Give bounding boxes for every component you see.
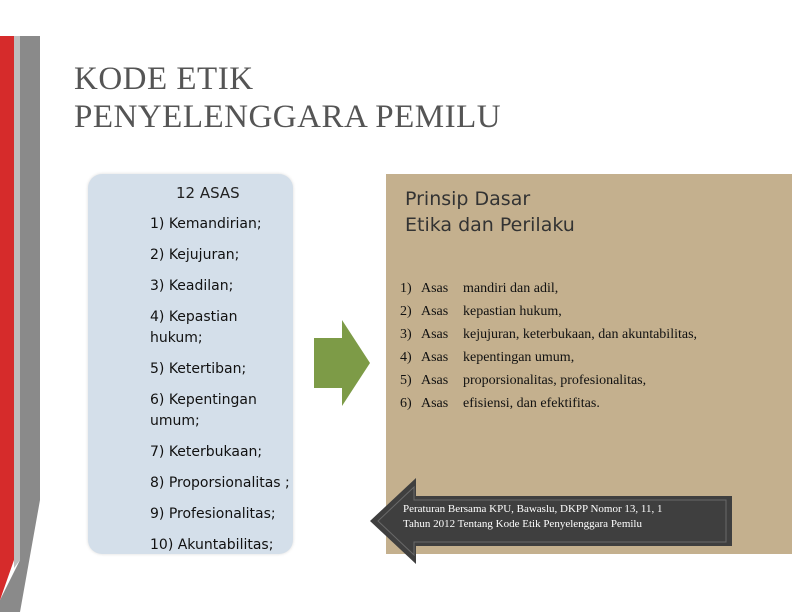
asas-item: 9) Profesionalitas; bbox=[150, 506, 276, 522]
asas-heading: 12 ASAS bbox=[176, 184, 240, 202]
prinsip-item-number: 1) bbox=[400, 281, 412, 296]
asas-item: 8) Proporsionalitas ; bbox=[150, 475, 290, 491]
prinsip-item-asas: Asas bbox=[421, 350, 449, 365]
prinsip-item-asas: Asas bbox=[421, 281, 449, 296]
asas-list bbox=[150, 214, 290, 566]
prinsip-item-number: 2) bbox=[400, 304, 412, 319]
prinsip-item-text: proporsionalitas, profesionalitas, bbox=[463, 373, 647, 388]
prinsip-item-number: 5) bbox=[400, 373, 412, 388]
prinsip-item bbox=[400, 349, 730, 367]
prinsip-item bbox=[400, 372, 730, 390]
prinsip-item-text: efisiensi, dan efektifitas. bbox=[463, 396, 600, 411]
asas-item: 1) Kemandirian; bbox=[150, 216, 262, 232]
prinsip-item-asas: Asas bbox=[421, 373, 449, 388]
prinsip-item-asas: Asas bbox=[421, 304, 449, 319]
title-line-2: PENYELENGGARA PEMILU bbox=[74, 99, 502, 135]
title-line-1: KODE ETIK bbox=[74, 61, 254, 97]
page-title bbox=[74, 60, 501, 136]
prinsip-item-number: 6) bbox=[400, 396, 412, 411]
prinsip-heading-line-1: Prinsip Dasar bbox=[405, 188, 531, 210]
asas-item: 3) Keadilan; bbox=[150, 278, 234, 294]
prinsip-item bbox=[400, 326, 730, 344]
reference-line-1: Peraturan Bersama KPU, Bawaslu, DKPP Nomor 13, 11, 1 bbox=[403, 503, 663, 515]
prinsip-item-asas: Asas bbox=[421, 327, 449, 342]
right-arrow-icon bbox=[314, 320, 370, 406]
prinsip-item-text: mandiri dan adil, bbox=[463, 281, 559, 296]
asas-item: 6) Kepentingan umum; bbox=[150, 392, 257, 429]
prinsip-item-asas: Asas bbox=[421, 396, 449, 411]
prinsip-item-number: 3) bbox=[400, 327, 412, 342]
prinsip-item bbox=[400, 280, 730, 298]
asas-item: 4) Kepastian hukum; bbox=[150, 309, 238, 346]
asas-item: 7) Keterbukaan; bbox=[150, 444, 263, 460]
red-stripe bbox=[0, 36, 14, 600]
reference-line-2: Tahun 2012 Tentang Kode Etik Penyelenggara Pemilu bbox=[403, 518, 642, 530]
decorative-stripes bbox=[0, 0, 60, 612]
prinsip-heading bbox=[405, 186, 575, 238]
prinsip-list bbox=[400, 280, 730, 418]
prinsip-item bbox=[400, 395, 730, 413]
gray-stripe-inner bbox=[14, 36, 20, 568]
asas-item: 10) Akuntabilitas; bbox=[150, 537, 274, 553]
asas-item: 5) Ketertiban; bbox=[150, 361, 247, 377]
prinsip-item-number: 4) bbox=[400, 350, 412, 365]
prinsip-item-text: kepastian hukum, bbox=[463, 304, 562, 319]
asas-item: 2) Kejujuran; bbox=[150, 247, 240, 263]
prinsip-item-text: kejujuran, keterbukaan, dan akuntabilitas, bbox=[463, 327, 698, 342]
prinsip-item-text: kepentingan umum, bbox=[463, 350, 575, 365]
prinsip-item bbox=[400, 303, 730, 321]
prinsip-heading-line-2: Etika dan Perilaku bbox=[405, 214, 575, 236]
reference-text bbox=[403, 502, 733, 532]
